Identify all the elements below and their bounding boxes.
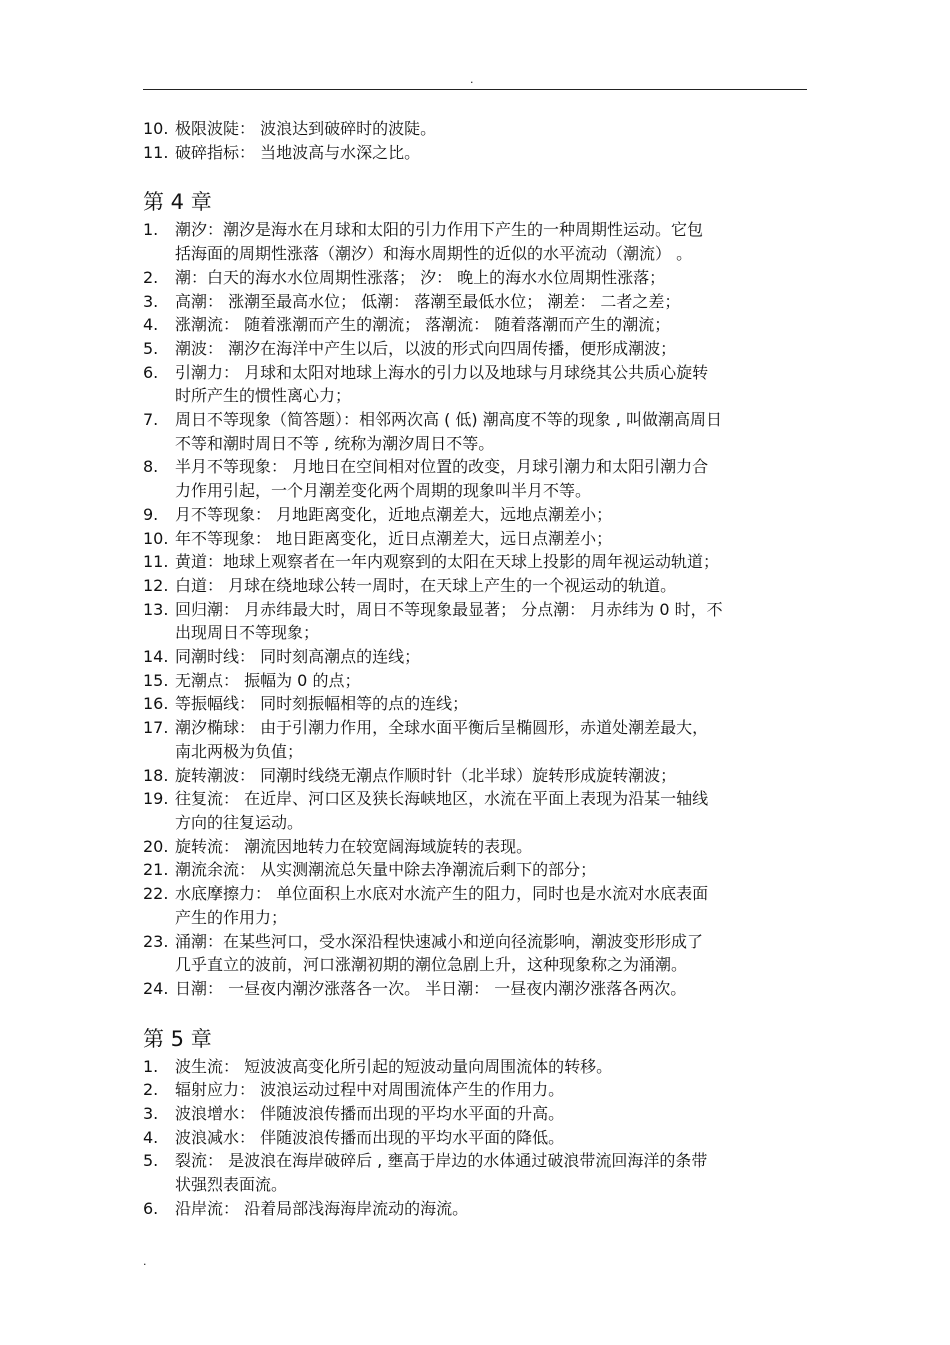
item-text-line: 波生流： 短波波高变化所引起的短波动量向周围流体的转移。 xyxy=(175,1056,613,1076)
list-item xyxy=(143,218,813,265)
list-item xyxy=(143,574,813,598)
item-number: 6. xyxy=(143,1198,159,1218)
item-text-line: 状强烈表面流。 xyxy=(175,1175,288,1195)
list-item xyxy=(143,550,813,574)
item-text-line: 半月不等现象： 月地日在空间相对位置的改变，月球引潮力和太阳引潮力合 xyxy=(175,457,709,477)
item-number: 3. xyxy=(143,291,159,311)
item-number: 3. xyxy=(143,1104,159,1124)
list-item xyxy=(143,408,813,455)
item-number: 1. xyxy=(143,220,159,240)
list-item xyxy=(143,141,813,165)
list-item xyxy=(143,1126,813,1150)
item-number: 14. xyxy=(143,647,169,667)
item-text-line: 周日不等现象（简答题）：相邻两次高 ( 低) 潮高度不等的现象 , 叫做潮高周日 xyxy=(175,410,723,430)
item-text-line: 波浪减水： 伴随波浪传播而出现的平均水平面的降低。 xyxy=(175,1127,565,1147)
item-text-line: 产生的作用力； xyxy=(175,907,288,927)
item-number: 4. xyxy=(143,315,159,335)
item-text-line: 破碎指标： 当地波高与水深之比。 xyxy=(175,142,421,162)
list-item xyxy=(143,527,813,551)
chapter-4-list xyxy=(143,218,813,1000)
item-text-line: 引潮力： 月球和太阳对地球上海水的引力以及地球与月球绕其公共质心旋转 xyxy=(175,362,709,382)
item-text-line: 旋转流： 潮流因地转力在较宽阔海域旋转的表现。 xyxy=(175,836,533,856)
item-text-line: 潮流余流： 从实测潮流总矢量中除去净潮流后剩下的部分； xyxy=(175,860,597,880)
item-number: 1. xyxy=(143,1056,159,1076)
section-prev xyxy=(143,117,813,164)
item-text-line: 涌潮：在某些河口，受水深沿程快速减小和逆向径流影响，潮波变形形成了 xyxy=(175,931,704,951)
item-number: 24. xyxy=(143,978,169,998)
item-number: 11. xyxy=(143,142,169,162)
item-text-line: 括海面的周期性涨落（潮汐）和海水周期性的近似的水平流动（潮流） 。 xyxy=(175,244,693,264)
list-item xyxy=(143,882,813,929)
footer-dot: . xyxy=(143,1255,147,1268)
item-text-line: 几乎直立的波前，河口涨潮初期的潮位急剧上升，这种现象称之为涌潮。 xyxy=(175,955,688,975)
item-number: 17. xyxy=(143,718,169,738)
list-item xyxy=(143,787,813,834)
list-item xyxy=(143,692,813,716)
item-number: 7. xyxy=(143,410,159,430)
item-text-line: 不等和潮时周日不等 , 统称为潮汐周日不等。 xyxy=(175,433,495,453)
item-text-line: 回归潮： 月赤纬最大时，周日不等现象最显著； 分点潮： 月赤纬为 0 时，不 xyxy=(175,599,723,619)
list-item xyxy=(143,1055,813,1079)
header-dot: . xyxy=(470,73,474,86)
item-text-line: 沿岸流： 沿着局部浅海海岸流动的海流。 xyxy=(175,1198,469,1218)
item-text-line: 涨潮流： 随着涨潮而产生的潮流； 落潮流： 随着落潮而产生的潮流； xyxy=(175,315,671,335)
item-text-line: 黄道：地球上观察者在一年内观察到的太阳在天球上投影的周年视运动轨道； xyxy=(175,552,720,572)
list-item xyxy=(143,266,813,290)
list-item xyxy=(143,858,813,882)
item-number: 11. xyxy=(143,552,169,572)
list-item xyxy=(143,337,813,361)
item-text-line: 辐射应力： 波浪运动过程中对周围流体产生的作用力。 xyxy=(175,1080,565,1100)
item-text-line: 力作用引起，一个月潮差变化两个周期的现象叫半月不等。 xyxy=(175,481,592,501)
list-item xyxy=(143,716,813,763)
list-item xyxy=(143,764,813,788)
list-item xyxy=(143,503,813,527)
item-text-line: 潮汐椭球： 由于引潮力作用，全球水面平衡后呈椭圆形，赤道处潮差最大， xyxy=(175,718,709,738)
item-text-line: 极限波陡： 波浪达到破碎时的波陡。 xyxy=(175,119,437,138)
item-number: 22. xyxy=(143,884,169,904)
list-item xyxy=(143,361,813,408)
item-text-line: 白道： 月球在绕地球公转一周时，在天球上产生的一个视运动的轨道。 xyxy=(175,575,677,595)
item-number: 16. xyxy=(143,694,169,714)
item-text-line: 年不等现象： 地日距离变化，近日点潮差大，远日点潮差小； xyxy=(175,528,613,548)
item-number: 20. xyxy=(143,836,169,856)
chapter-5-list xyxy=(143,1055,813,1221)
header-rule xyxy=(143,89,807,90)
page-content xyxy=(143,117,813,1221)
item-number: 4. xyxy=(143,1127,159,1147)
item-text-line: 月不等现象： 月地距离变化，近地点潮差大，远地点潮差小； xyxy=(175,504,613,524)
list-item xyxy=(143,1197,813,1221)
list-item xyxy=(143,1149,813,1196)
item-text-line: 旋转潮波： 同潮时线绕无潮点作顺时针（北半球）旋转形成旋转潮波； xyxy=(175,765,677,785)
item-text-line: 南北两极为负值； xyxy=(175,741,304,761)
chapter-4-title: 第 4 章 xyxy=(143,190,212,215)
item-text-line: 同潮时线： 同时刻高潮点的连线； xyxy=(175,647,421,667)
item-number: 13. xyxy=(143,599,169,619)
item-text-line: 无潮点： 振幅为 0 的点； xyxy=(175,670,361,690)
item-text-line: 水底摩擦力： 单位面积上水底对水流产生的阻力，同时也是水流对水底表面 xyxy=(175,884,709,904)
list-item xyxy=(143,835,813,859)
item-number: 9. xyxy=(143,504,159,524)
item-number: 6. xyxy=(143,362,159,382)
item-number: 23. xyxy=(143,931,169,951)
list-item xyxy=(143,598,813,645)
item-number: 19. xyxy=(143,789,169,809)
list-item xyxy=(143,313,813,337)
list-item xyxy=(143,455,813,502)
item-text-line: 等振幅线： 同时刻振幅相等的点的连线； xyxy=(175,694,469,714)
chapter-5-title: 第 5 章 xyxy=(143,1026,212,1051)
item-number: 18. xyxy=(143,765,169,785)
item-text-line: 往复流： 在近岸、河口区及狭长海峡地区，水流在平面上表现为沿某一轴线 xyxy=(175,789,709,809)
item-number: 8. xyxy=(143,457,159,477)
item-number: 2. xyxy=(143,267,159,287)
item-number: 10. xyxy=(143,528,169,548)
item-number: 15. xyxy=(143,670,169,690)
item-text-line: 潮：白天的海水水位周期性涨落； 汐： 晚上的海水水位周期性涨落； xyxy=(175,267,666,287)
item-text-line: 潮波： 潮汐在海洋中产生以后，以波的形式向四周传播，便形成潮波； xyxy=(175,338,677,358)
item-text-line: 波浪增水： 伴随波浪传播而出现的平均水平面的升高。 xyxy=(175,1104,565,1124)
item-number: 21. xyxy=(143,860,169,880)
item-text-line: 时所产生的惯性离心力； xyxy=(175,386,352,406)
list-item xyxy=(143,977,813,1001)
item-number: 2. xyxy=(143,1080,159,1100)
item-number: 12. xyxy=(143,575,169,595)
item-text-line: 出现周日不等现象； xyxy=(175,623,320,643)
item-number: 5. xyxy=(143,1151,159,1171)
list-item xyxy=(143,1078,813,1102)
item-number: 5. xyxy=(143,338,159,358)
item-text-line: 日潮： 一昼夜内潮汐涨落各一次。 半日潮： 一昼夜内潮汐涨落各两次。 xyxy=(175,978,687,998)
item-text-line: 裂流： 是波浪在海岸破碎后 , 壅高于岸边的水体通过破浪带流回海洋的条带 xyxy=(175,1151,708,1171)
list-item xyxy=(143,669,813,693)
item-text-line: 方向的往复运动。 xyxy=(175,812,304,832)
list-item xyxy=(143,1102,813,1126)
item-text-line: 潮汐：潮汐是海水在月球和太阳的引力作用下产生的一种周期性运动。它包 xyxy=(175,220,704,240)
item-text-line: 高潮： 涨潮至最高水位； 低潮： 落潮至最低水位； 潮差： 二者之差； xyxy=(175,291,681,311)
list-item xyxy=(143,645,813,669)
list-item xyxy=(143,290,813,314)
list-item xyxy=(143,930,813,977)
list-item xyxy=(143,117,813,141)
item-number: 10. xyxy=(143,119,169,138)
